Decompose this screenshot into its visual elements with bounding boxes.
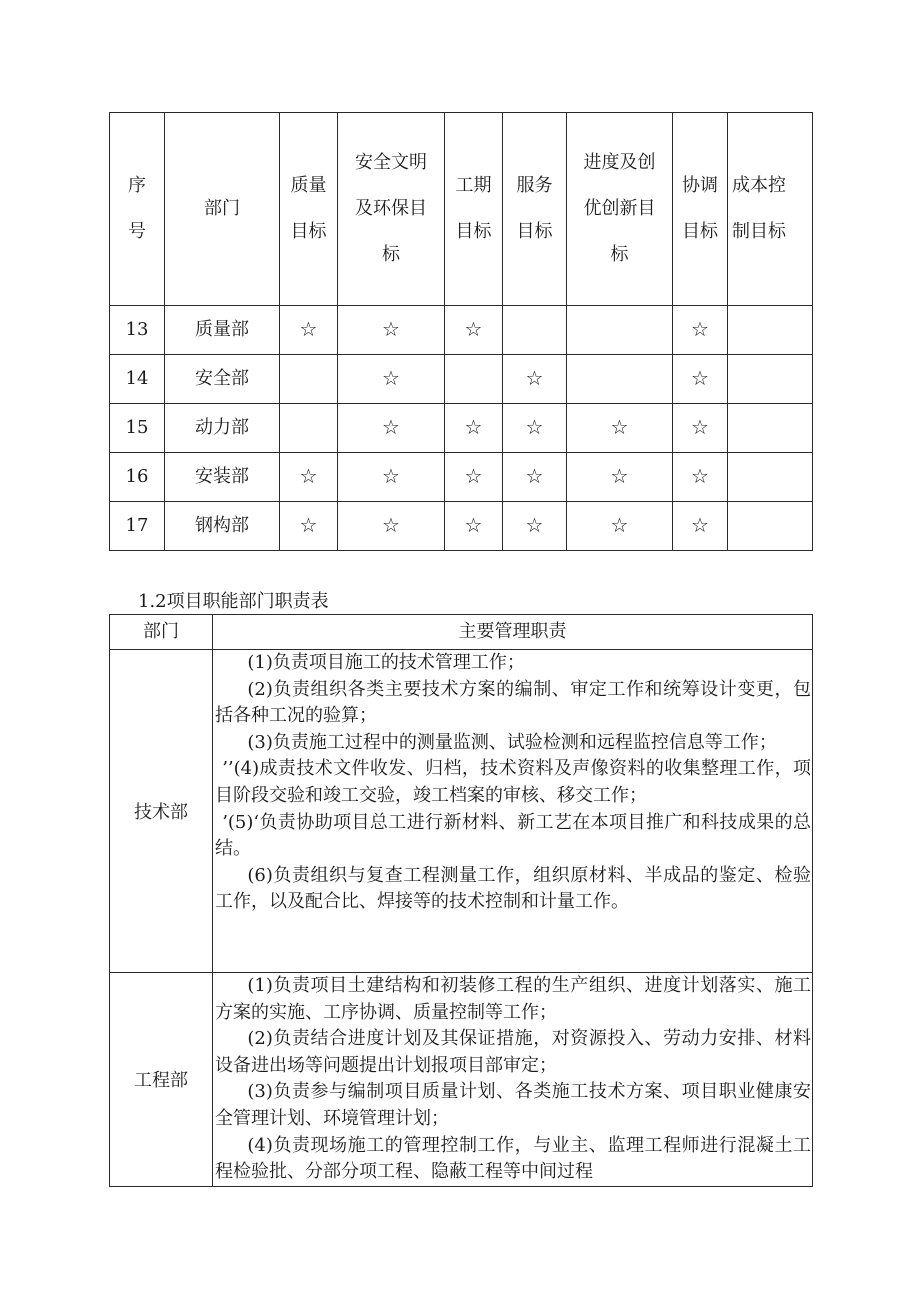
table-row bbox=[110, 404, 813, 453]
empty-cell bbox=[280, 355, 338, 404]
row-number: 17 bbox=[110, 502, 165, 551]
row-number: 14 bbox=[110, 355, 165, 404]
star-mark: ☆ bbox=[691, 366, 709, 390]
header-schedule: 工期 目标 bbox=[445, 113, 503, 306]
star-mark: ☆ bbox=[525, 513, 544, 537]
row-number: 13 bbox=[110, 306, 165, 355]
row-dept: 安装部 bbox=[165, 453, 280, 502]
star-mark: ☆ bbox=[299, 464, 318, 488]
star-mark: ☆ bbox=[382, 366, 400, 390]
star-mark: ☆ bbox=[691, 513, 709, 537]
duty-item: (3)负责施工过程中的测量监测、试验检测和远程监控信息等工作； bbox=[247, 731, 777, 753]
star-mark: ☆ bbox=[610, 415, 629, 439]
table-row bbox=[110, 502, 813, 551]
empty-cell bbox=[728, 453, 813, 502]
duty-item: (4)负责现场施工的管理控制工作，与业主、监理工程师进行混凝土工程检验批、分部分项工程、隐蔽工程等中间过程 bbox=[215, 1134, 811, 1183]
header-dept: 部门 bbox=[165, 113, 280, 306]
objectives-table bbox=[109, 112, 813, 551]
star-mark: ☆ bbox=[525, 415, 544, 439]
duties-cell bbox=[213, 973, 813, 1187]
duty-item: (6)负责组织与复查工程测量工作，组织原材料、半成品的鉴定、检验工作，以及配合比、焊接等的技术控制和计量工作。 bbox=[215, 864, 811, 913]
table-row bbox=[110, 453, 813, 502]
responsibilities-header-row bbox=[110, 615, 813, 650]
duty-item: ’’(4)成责技术文件收发、归档，技术资料及声像资料的收集整理工作，项目阶段交验和竣工交验，竣工档案的审核、移交工作； bbox=[215, 758, 811, 806]
empty-cell bbox=[728, 306, 813, 355]
star-mark: ☆ bbox=[299, 317, 318, 341]
duty-item: (2)负责结合进度计划及其保证措施，对资源投入、劳动力安排、材料设备进出场等问题提出计划报项目部审定； bbox=[215, 1028, 811, 1076]
duty-item: (3)负责参与编制项目质量计划、各类施工技术方案、项目职业健康安全管理计划、环境管理计划； bbox=[215, 1081, 811, 1129]
star-mark: ☆ bbox=[464, 317, 483, 341]
header-progress: 进度及创 优创新目 标 bbox=[567, 113, 673, 306]
dept-cell: 技术部 bbox=[110, 650, 213, 973]
star-mark: ☆ bbox=[691, 415, 709, 439]
star-mark: ☆ bbox=[525, 464, 544, 488]
row-dept: 安全部 bbox=[165, 355, 280, 404]
empty-cell bbox=[728, 404, 813, 453]
empty-cell bbox=[280, 404, 338, 453]
header-cost: 成本控 制目标 bbox=[728, 113, 813, 306]
empty-cell bbox=[567, 355, 673, 404]
row-number: 16 bbox=[110, 453, 165, 502]
header-dept: 部门 bbox=[110, 615, 213, 650]
row-number: 15 bbox=[110, 404, 165, 453]
star-mark: ☆ bbox=[299, 513, 318, 537]
header-quality: 质量 目标 bbox=[280, 113, 338, 306]
star-mark: ☆ bbox=[382, 464, 400, 488]
star-mark: ☆ bbox=[610, 464, 629, 488]
duty-item: ’(5)‘负责协助项目总工进行新材料、新工艺在本项目推广和科技成果的总结。 bbox=[215, 811, 811, 860]
dept-cell: 工程部 bbox=[110, 973, 213, 1187]
star-mark: ☆ bbox=[464, 464, 483, 488]
duty-item: (1)负责项目施工的技术管理工作； bbox=[247, 652, 525, 673]
empty-cell bbox=[567, 306, 673, 355]
duties-cell bbox=[213, 650, 813, 973]
header-service: 服务 目标 bbox=[503, 113, 567, 306]
table-row bbox=[110, 973, 813, 1187]
star-mark: ☆ bbox=[691, 317, 709, 341]
empty-cell bbox=[728, 355, 813, 404]
section-caption: 1.2项目职能部门职责表 bbox=[138, 591, 329, 612]
star-mark: ☆ bbox=[610, 513, 629, 537]
star-mark: ☆ bbox=[464, 415, 483, 439]
header-coordination: 协调 目标 bbox=[673, 113, 728, 306]
row-dept: 动力部 bbox=[165, 404, 280, 453]
row-dept: 质量部 bbox=[165, 306, 280, 355]
star-mark: ☆ bbox=[382, 513, 400, 537]
objectives-header-row bbox=[110, 113, 813, 306]
row-dept: 钢构部 bbox=[165, 502, 280, 551]
table-row bbox=[110, 650, 813, 973]
star-mark: ☆ bbox=[525, 366, 544, 390]
header-seq: 序 号 bbox=[110, 113, 165, 306]
table-row bbox=[110, 306, 813, 355]
empty-cell bbox=[445, 355, 503, 404]
duty-item: (2)负责组织各类主要技术方案的编制、审定工作和统筹设计变更，包括各种工况的验算； bbox=[215, 678, 811, 727]
header-safety: 安全文明 及环保目 标 bbox=[338, 113, 445, 306]
responsibilities-table bbox=[109, 614, 813, 1187]
star-mark: ☆ bbox=[382, 415, 400, 439]
star-mark: ☆ bbox=[464, 513, 483, 537]
table-row bbox=[110, 355, 813, 404]
empty-cell bbox=[503, 306, 567, 355]
header-duties: 主要管理职责 bbox=[213, 615, 813, 650]
empty-cell bbox=[728, 502, 813, 551]
duty-item: (1)负责项目土建结构和初装修工程的生产组织、进度计划落实、施工方案的实施、工序协调、质量控制等工作； bbox=[215, 975, 811, 1023]
star-mark: ☆ bbox=[691, 464, 709, 488]
star-mark: ☆ bbox=[382, 317, 400, 341]
